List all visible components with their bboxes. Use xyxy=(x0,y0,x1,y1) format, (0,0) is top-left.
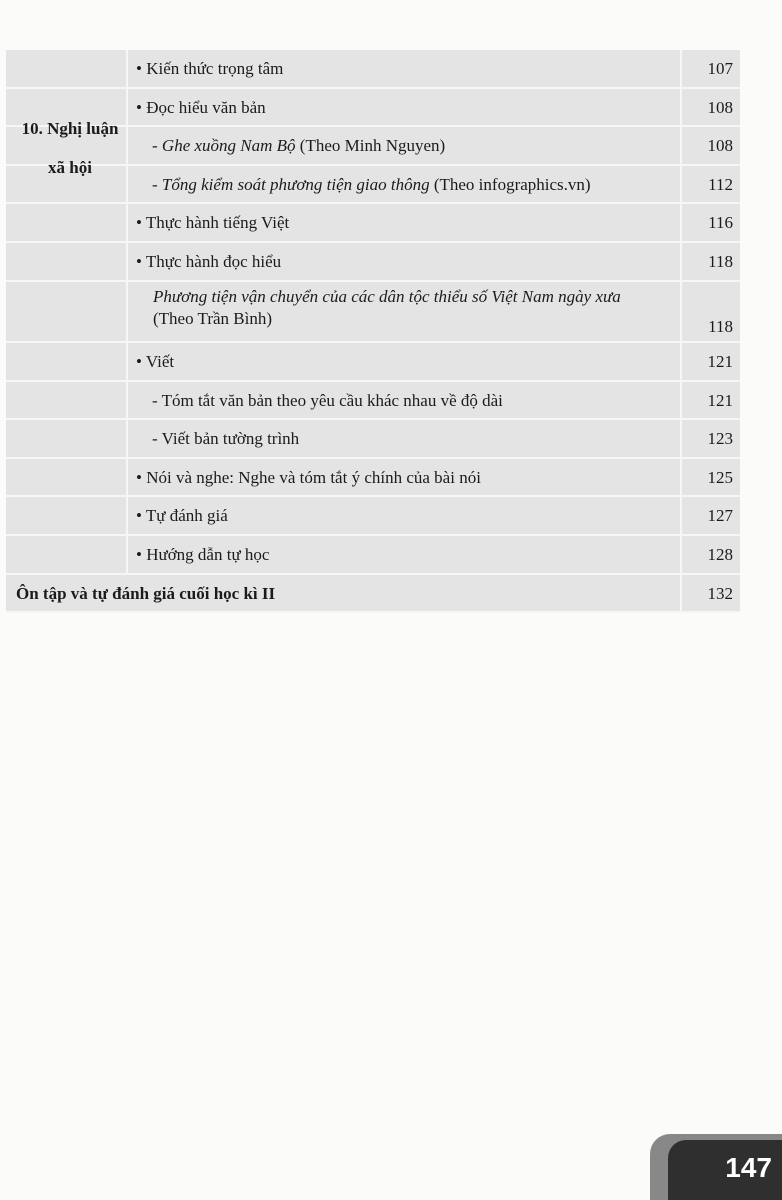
toc-page-number: 125 xyxy=(680,459,740,496)
table-of-contents xyxy=(6,50,740,613)
toc-row-review xyxy=(6,575,740,614)
toc-page-number: 112 xyxy=(680,166,740,203)
toc-page-number: 123 xyxy=(680,420,740,457)
toc-entry: • Thực hành tiếng Việt xyxy=(136,213,290,233)
toc-entry: • Tự đánh giá xyxy=(136,506,228,526)
toc-entry: • Nói và nghe: Nghe và tóm tắt ý chính của bài nói xyxy=(136,467,481,487)
toc-page-number: 108 xyxy=(680,127,740,164)
work-title: Ghe xuồng Nam Bộ xyxy=(161,136,296,156)
toc-page-number: 121 xyxy=(680,382,740,419)
toc-row xyxy=(6,343,740,382)
toc-entry: • Kiến thức trọng tâm xyxy=(136,59,284,78)
toc-page-number: 118 xyxy=(680,282,740,341)
toc-entry: - Ghe xuồng Nam Bộ (Theo Minh Nguyen) xyxy=(152,136,446,156)
toc-row xyxy=(6,420,740,459)
toc-entry: - Viết bản tường trình xyxy=(152,429,300,449)
toc-row xyxy=(6,536,740,575)
work-title: Phương tiện vận chuyển của các dân tộc thiểu số Việt Nam ngày xưa xyxy=(153,286,621,306)
toc-page-number: 121 xyxy=(680,343,740,380)
toc-entry-review: Ôn tập và tự đánh giá cuối học kì II xyxy=(16,583,276,603)
toc-page-number: 108 xyxy=(680,89,740,126)
section-title-line-1: 10. Nghị luận xyxy=(21,119,119,138)
toc-row xyxy=(6,497,740,536)
toc-entry: • Đọc hiểu văn bản xyxy=(136,97,266,117)
toc-row xyxy=(6,282,740,343)
toc-entry: Phương tiện vận chuyển của các dân tộc thiểu số Việt Nam ngày xưa (Theo Trần Bình) xyxy=(153,286,621,328)
section-title-line-2: xã hội xyxy=(48,157,92,177)
toc-row xyxy=(6,243,740,282)
page-number: 147 xyxy=(725,1152,772,1183)
toc-page-number: 132 xyxy=(680,575,740,612)
section-title xyxy=(6,110,134,187)
toc-entry: - Tóm tắt văn bản theo yêu cầu khác nhau về độ dài xyxy=(152,390,503,410)
toc-page-number: 118 xyxy=(680,243,740,280)
toc-page-number: 116 xyxy=(680,204,740,241)
toc-page-number: 127 xyxy=(680,497,740,534)
toc-row xyxy=(6,382,740,421)
toc-row xyxy=(6,50,740,89)
toc-page-number: 128 xyxy=(680,536,740,573)
toc-entry: • Thực hành đọc hiểu xyxy=(136,251,282,271)
toc-page-number: 107 xyxy=(680,50,740,87)
toc-row xyxy=(6,459,740,498)
toc-entry: - Tổng kiểm soát phương tiện giao thông (Theo infographics.vn) xyxy=(152,174,591,194)
toc-row xyxy=(6,204,740,243)
toc-entry: • Hướng dẫn tự học xyxy=(136,544,270,564)
work-title: Tổng kiểm soát phương tiện giao thông xyxy=(161,174,430,194)
toc-entry: • Viết xyxy=(136,351,175,371)
